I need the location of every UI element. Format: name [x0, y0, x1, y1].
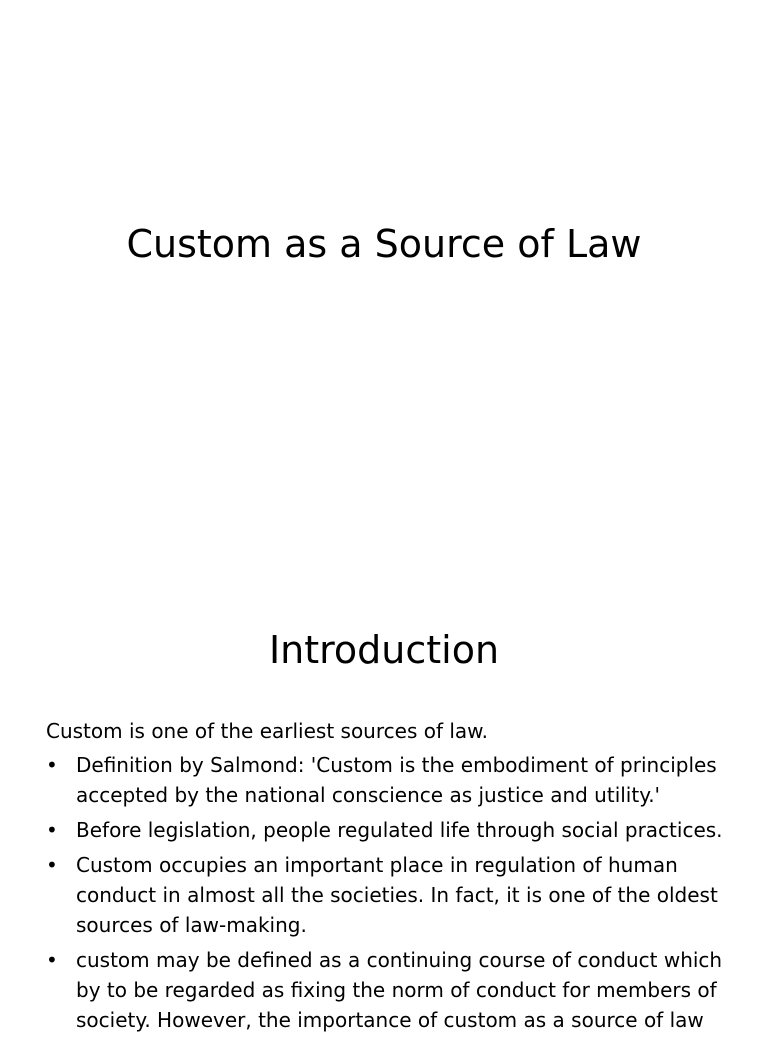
bullet-icon: • — [46, 818, 58, 842]
bullet-text: custom may be defined as a continuing course of conduct which by to be regarded as fixing the norm of conduct for members of society. However, the importance of custom as a source of law — [76, 948, 723, 1032]
bullet-text: Custom occupies an important place in regulation of human conduct in almost all the societies. In fact, it is one of the oldest sources of law-making. — [76, 853, 718, 937]
bullet-icon: • — [46, 948, 58, 972]
bullet-icon: • — [46, 853, 58, 877]
bullet-item — [46, 850, 736, 940]
bullet-text: Before legislation, people regulated life through social practices. — [76, 818, 723, 842]
bullet-item — [46, 945, 736, 1035]
bullet-icon: • — [46, 753, 58, 777]
bullet-item — [46, 750, 736, 810]
intro-text: Custom is one of the earliest sources of law. — [46, 719, 489, 743]
slide-title: Custom as a Source of Law — [126, 222, 642, 266]
section-heading: Introduction — [268, 628, 500, 672]
bullet-text: Definition by Salmond: 'Custom is the embodiment of principles accepted by the national conscience as justice and utility.' — [76, 753, 717, 807]
bullet-item — [46, 815, 736, 845]
bullet-list — [46, 750, 736, 1040]
